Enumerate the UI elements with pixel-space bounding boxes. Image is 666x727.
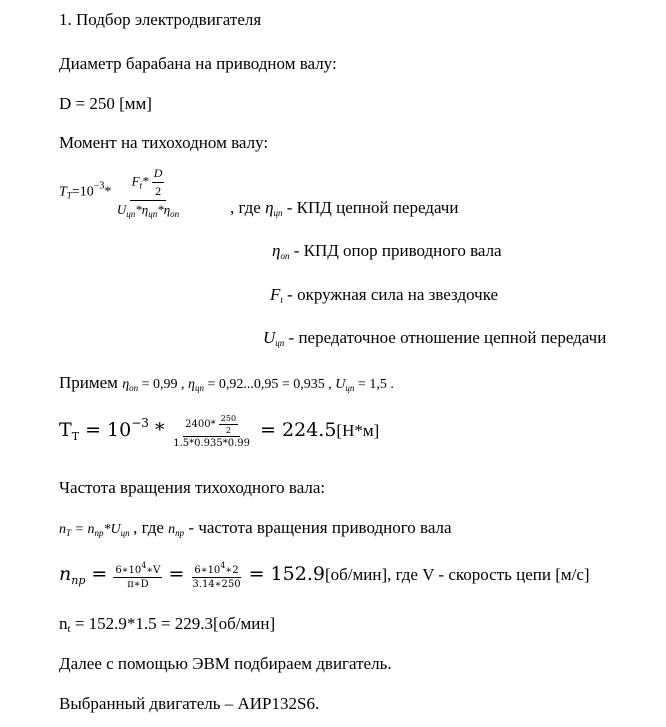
npr-f2-pow: 4 xyxy=(220,561,226,570)
nt-text: = 152.9*1.5 = 229.3[об/мин] xyxy=(70,614,276,633)
npr-eq2: = xyxy=(162,562,191,585)
def-force-text: - окружная сила на звездочке xyxy=(282,285,499,304)
torque-denominator xyxy=(115,201,181,219)
calc-t-symbol: T xyxy=(59,418,72,441)
chosen-motor-line: Выбранный двигатель – АИР132S6. xyxy=(59,694,320,713)
force-def-subscript: t xyxy=(280,295,283,305)
speed-n2: n xyxy=(168,522,176,537)
ratio-def-symbol: U xyxy=(263,328,276,347)
accept-u-val: = 1,5 . xyxy=(354,377,394,392)
npr-f1-den: π∗D xyxy=(127,579,149,590)
eta1-symbol: *η xyxy=(135,202,149,217)
speed-u-sub: цп xyxy=(120,528,130,538)
torque-calc xyxy=(59,414,379,449)
where-text: , где xyxy=(230,198,261,217)
torque-where xyxy=(230,198,458,223)
speed-label: Частота вращения тихоходного вала: xyxy=(59,478,326,497)
npr-f2-num: 6∗10 xyxy=(194,565,221,576)
accept-eta-op-sub: оп xyxy=(129,383,139,393)
eta2-symbol: *η xyxy=(157,202,171,217)
torque-fraction xyxy=(115,166,181,219)
drum-diameter-label: Диаметр барабана на приводном валу: xyxy=(59,54,337,73)
torque-formula xyxy=(59,166,181,219)
accept-line xyxy=(59,373,394,398)
npr-f2-den: 3.14∗250 xyxy=(192,579,241,590)
accept-eta-cp-sub: цп xyxy=(195,383,204,393)
npr-f1-pow: 4 xyxy=(141,561,147,570)
eta-op-symbol: η xyxy=(272,241,281,260)
u-symbol: U xyxy=(116,202,127,217)
npr-f1-num: 6∗10 xyxy=(115,565,142,576)
nt-n: n xyxy=(59,614,68,633)
speed-where: , где xyxy=(133,518,169,537)
def-force xyxy=(270,285,498,310)
calc-num-fraction xyxy=(219,414,238,435)
ratio-def-subscript: цп xyxy=(275,338,285,348)
speed-text: - частота вращения приводного вала xyxy=(184,518,452,537)
u-subscript: цп xyxy=(126,209,136,219)
calc-t-subscript: T xyxy=(71,429,80,443)
torque-numerator xyxy=(130,166,167,201)
nt-line xyxy=(59,614,275,639)
accept-lead: Примем xyxy=(59,373,118,392)
calc-power: −3 xyxy=(131,415,149,430)
force-subscript: t xyxy=(139,180,143,191)
torque-subscript: T xyxy=(66,190,72,201)
def-eta-op xyxy=(272,241,502,266)
npr-fraction-1 xyxy=(113,561,162,590)
d-denominator: 2 xyxy=(155,184,162,198)
eta2-subscript: оп xyxy=(170,209,180,219)
npr-f2-numerator xyxy=(192,561,240,578)
num-mul: * xyxy=(142,173,149,189)
speed-mul: *U xyxy=(103,522,121,537)
speed-n2-sub: пр xyxy=(175,528,185,538)
force-symbol: F xyxy=(131,173,140,189)
npr-fraction-2 xyxy=(190,561,242,590)
eta-cp-symbol: η xyxy=(265,198,274,217)
calc-result: = 224.5 xyxy=(254,418,337,441)
speed-n-sub: T xyxy=(66,528,72,538)
torque-symbol: T xyxy=(59,184,67,200)
accept-eta-cp-val: = 0,92...0,95 = 0,935 , xyxy=(204,377,336,392)
calc-unit: [Н*м] xyxy=(336,420,380,440)
torque-eq: =10 xyxy=(71,184,94,200)
torque-mul: * xyxy=(104,184,112,200)
torque-power: −3 xyxy=(93,180,105,192)
npr-result: = 152.9 xyxy=(242,562,325,585)
npr-n-sub: пр xyxy=(71,573,86,587)
calc-fraction xyxy=(171,414,252,449)
speed-formula xyxy=(59,518,452,543)
d-over-2 xyxy=(152,166,165,199)
calc-eq: = 10 xyxy=(79,418,132,441)
nt-sub: t xyxy=(67,623,71,635)
section-heading: 1. Подбор электродвигателя xyxy=(59,10,262,29)
calc-numerator xyxy=(183,414,240,437)
def-ratio-text: - передаточное отношение цепной передачи xyxy=(284,328,607,347)
eta1-subscript: цп xyxy=(148,209,158,219)
npr-formula xyxy=(59,561,590,590)
calc-num-f-num: 250 xyxy=(220,414,237,423)
def-ratio xyxy=(263,328,606,353)
def-eta-op-text: - КПД опор приводного вала xyxy=(289,241,502,260)
npr-eq1: = xyxy=(85,562,114,585)
accept-eta-op-val: = 0,99 , xyxy=(138,377,189,392)
speed-n: n xyxy=(59,522,66,537)
torque-label: Момент на тихоходном валу: xyxy=(59,133,269,152)
accept-u: U xyxy=(335,377,346,392)
npr-f1-numerator xyxy=(113,561,162,578)
npr-tail: [об/мин], где V - скорость цепи [м/с] xyxy=(324,564,590,584)
accept-u-sub: цп xyxy=(345,383,355,393)
accept-eta-cp: η xyxy=(188,377,195,392)
eta-cp-subscript: цп xyxy=(273,208,283,218)
d-symbol: D xyxy=(152,166,165,183)
speed-np-sub: пр xyxy=(94,528,104,538)
calc-num-a: 2400* xyxy=(185,419,216,430)
drum-diameter-value: D = 250 [мм] xyxy=(59,94,152,113)
accept-eta-op: η xyxy=(122,377,130,392)
calc-num-f-den: 2 xyxy=(225,426,231,435)
computer-line: Далее с помощью ЭВМ подбираем двигатель. xyxy=(59,654,392,673)
eta-op-subscript: оп xyxy=(280,251,290,261)
calc-mul: * xyxy=(148,418,165,441)
npr-n: n xyxy=(59,562,72,585)
def-eta-cp-text: - КПД цепной передачи xyxy=(282,198,459,217)
speed-eq: = n xyxy=(71,522,95,537)
npr-f2-num-tail: ∗2 xyxy=(225,565,239,576)
npr-f1-num-tail: ∗V xyxy=(146,565,161,576)
calc-denominator: 1.5*0.935*0.99 xyxy=(173,438,251,449)
force-def-symbol: F xyxy=(270,285,281,304)
